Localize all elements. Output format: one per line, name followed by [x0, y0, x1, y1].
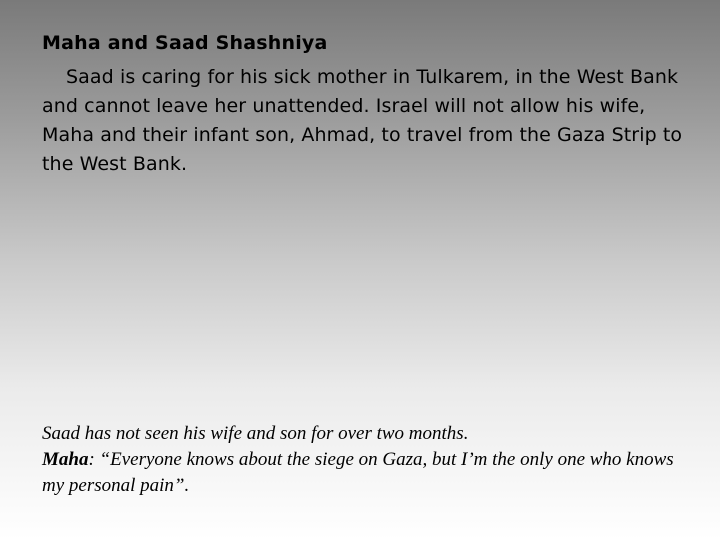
slide-title: Maha and Saad Shashniya	[42, 32, 328, 54]
quote-text: “Everyone knows about the siege on Gaza, but I’m the only one who knows my personal pain”.	[42, 449, 674, 496]
caption-line: Saad has not seen his wife and son for over two months.	[42, 423, 469, 444]
quote	[42, 447, 692, 499]
quote-separator: :	[88, 449, 100, 470]
quote-speaker: Maha	[42, 449, 89, 470]
slide-caption	[42, 421, 692, 499]
slide-body-text: Saad is caring for his sick mother in Tulkarem, in the West Bank and cannot leave her unattended. Israel will not allow his wife, Maha and their infant son, Ahmad, to travel from the Gaza Strip to the West Bank.	[42, 66, 683, 175]
